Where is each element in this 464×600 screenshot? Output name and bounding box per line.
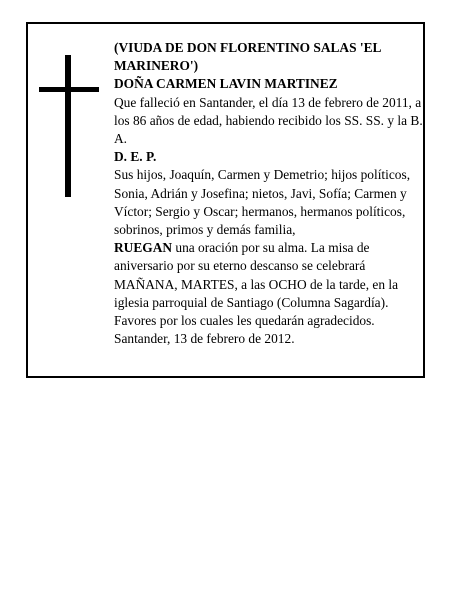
death-details: Que falleció en Santander, el día 13 de febrero de 2011, a los 86 años de edad, habiendo recibido los SS. SS. y la B. A. <box>114 94 423 147</box>
request-paragraph <box>114 239 423 330</box>
notice-text <box>114 39 423 348</box>
closing-line: Santander, 13 de febrero de 2012. <box>114 331 295 347</box>
obituary-notice <box>26 22 425 378</box>
family-list: Sus hijos, Joaquín, Carmen y Demetrio; hijos políticos, Sonia, Adrián y Josefina; nietos, Javi, Sofía; Carmen y Víctor; Sergio y Oscar; hermanos, hermanos políticos, sobrinos, primos y demás familia, <box>114 167 411 238</box>
ruegan-word: RUEGAN <box>114 240 173 256</box>
widow-header: (VIUDA DE DON FLORENTINO SALAS 'EL MARINERO') <box>114 40 381 74</box>
cross-horizontal-bar <box>39 87 99 92</box>
cross-vertical-bar <box>65 55 71 197</box>
request-text: una oración por su alma. La misa de aniversario por su eterno descanso se celebrará MAÑANA, MARTES, a las OCHO de la tarde, en la iglesia parroquial de Santiago (Columna Sagardía). Favores por los cuales les quedarán agradecidos. <box>114 240 399 329</box>
cross-icon <box>39 55 99 197</box>
dep-line: D. E. P. <box>114 149 157 165</box>
deceased-name: DOÑA CARMEN LAVIN MARTINEZ <box>114 76 338 92</box>
